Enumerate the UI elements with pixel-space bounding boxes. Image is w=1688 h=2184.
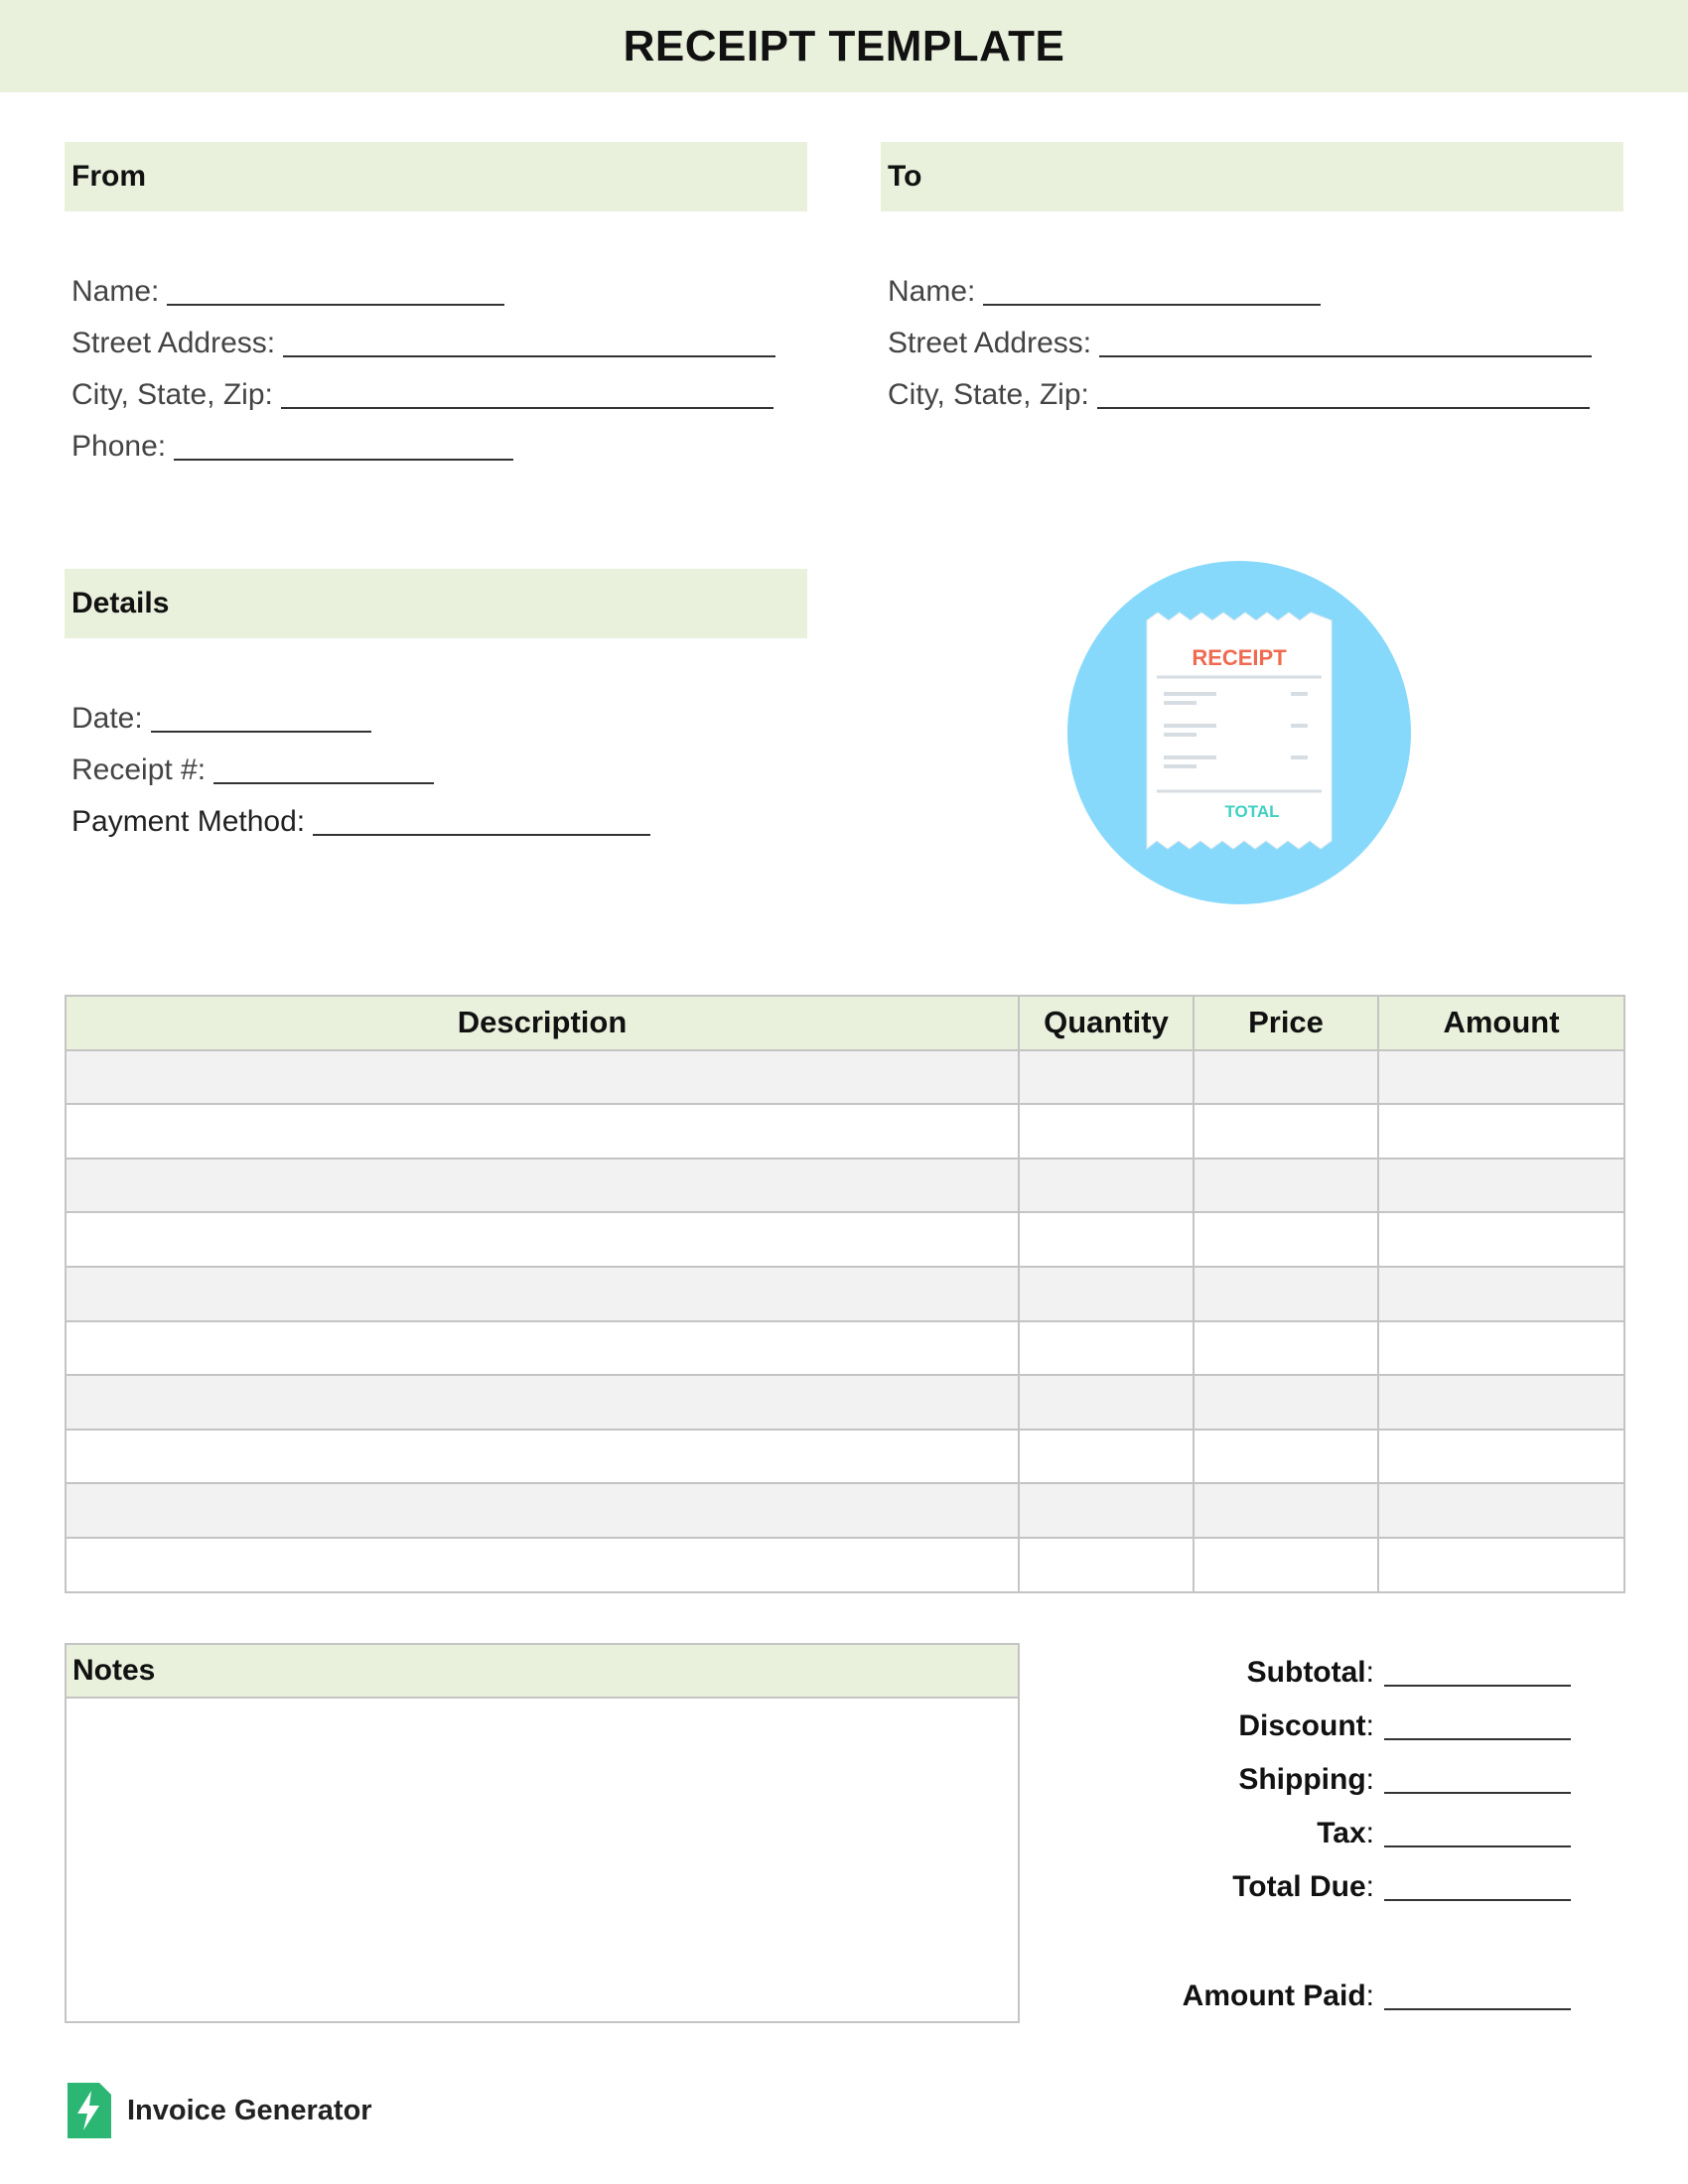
amount-cell[interactable] [1378, 1159, 1624, 1213]
details-header [65, 569, 807, 638]
from-phone-label: Phone: [71, 430, 167, 463]
amount-cell[interactable] [1378, 1375, 1624, 1430]
amount-cell[interactable] [1378, 1104, 1624, 1159]
receipt-number-label: Receipt #: [71, 753, 207, 786]
price-cell[interactable] [1194, 1104, 1378, 1159]
from-name-field[interactable] [71, 260, 775, 312]
tax-line[interactable] [1384, 1814, 1571, 1847]
brand-name: Invoice Generator [127, 2094, 372, 2126]
discount-label: Discount: [1238, 1709, 1374, 1742]
tax-row[interactable] [1317, 1804, 1571, 1853]
table-row [66, 1483, 1624, 1538]
description-cell[interactable] [66, 1212, 1019, 1267]
from-city-field[interactable] [71, 363, 775, 415]
quantity-cell[interactable] [1019, 1538, 1194, 1592]
description-cell[interactable] [66, 1538, 1019, 1592]
description-cell[interactable] [66, 1159, 1019, 1213]
price-cell[interactable] [1194, 1538, 1378, 1592]
details-heading: Details [71, 587, 170, 619]
from-city-label: City, State, Zip: [71, 378, 273, 411]
quantity-cell[interactable] [1019, 1159, 1194, 1213]
from-header [65, 142, 807, 211]
from-name-label: Name: [71, 275, 160, 308]
amount-paid-row[interactable] [1183, 1967, 1571, 2016]
receipt-word: RECEIPT [1192, 645, 1287, 670]
items-body [66, 1050, 1624, 1592]
amount-paid-label: Amount Paid: [1182, 1979, 1374, 2012]
quantity-cell[interactable] [1019, 1321, 1194, 1376]
lightning-bolt-icon [68, 2083, 111, 2138]
price-cell[interactable] [1194, 1050, 1378, 1105]
price-cell[interactable] [1194, 1375, 1378, 1430]
col-description: Description [66, 996, 1019, 1050]
shipping-label: Shipping: [1238, 1763, 1374, 1796]
from-heading: From [71, 160, 146, 193]
brand [68, 2083, 372, 2138]
col-price: Price [1194, 996, 1378, 1050]
to-city-line[interactable] [1097, 375, 1590, 409]
from-phone-line[interactable] [174, 427, 513, 461]
notes-heading: Notes [72, 1654, 156, 1687]
receipt-number-field[interactable] [71, 739, 650, 790]
quantity-cell[interactable] [1019, 1375, 1194, 1430]
details-fields [71, 687, 650, 842]
table-row [66, 1430, 1624, 1484]
discount-row[interactable] [1238, 1697, 1571, 1746]
total-due-label: Total Due: [1232, 1870, 1374, 1903]
to-name-field[interactable] [888, 260, 1592, 312]
table-header-row [66, 996, 1624, 1050]
table-row [66, 1375, 1624, 1430]
table-row [66, 1321, 1624, 1376]
receipt-number-line[interactable] [213, 751, 434, 784]
amount-cell[interactable] [1378, 1430, 1624, 1484]
notes-header [67, 1645, 1018, 1699]
to-fields [888, 260, 1592, 415]
table-row [66, 1159, 1624, 1213]
date-label: Date: [71, 702, 143, 735]
to-city-field[interactable] [888, 363, 1592, 415]
amount-cell[interactable] [1378, 1483, 1624, 1538]
subtotal-label: Subtotal: [1246, 1656, 1374, 1689]
date-line[interactable] [151, 699, 371, 733]
price-cell[interactable] [1194, 1159, 1378, 1213]
total-due-row[interactable] [1232, 1857, 1571, 1907]
subtotal-line[interactable] [1384, 1653, 1571, 1687]
to-header [881, 142, 1623, 211]
page-title: RECEIPT TEMPLATE [623, 21, 1065, 70]
from-fields [71, 260, 775, 467]
amount-cell[interactable] [1378, 1267, 1624, 1321]
to-name-line[interactable] [983, 272, 1321, 306]
quantity-cell[interactable] [1019, 1267, 1194, 1321]
title-bar [0, 0, 1688, 92]
description-cell[interactable] [66, 1375, 1019, 1430]
description-cell[interactable] [66, 1321, 1019, 1376]
quantity-cell[interactable] [1019, 1104, 1194, 1159]
quantity-cell[interactable] [1019, 1430, 1194, 1484]
quantity-cell[interactable] [1019, 1483, 1194, 1538]
notes-box[interactable] [65, 1643, 1020, 2023]
description-cell[interactable] [66, 1483, 1019, 1538]
amount-cell[interactable] [1378, 1212, 1624, 1267]
to-name-label: Name: [888, 275, 976, 308]
description-cell[interactable] [66, 1050, 1019, 1105]
col-quantity: Quantity [1019, 996, 1194, 1050]
quantity-cell[interactable] [1019, 1050, 1194, 1105]
price-cell[interactable] [1194, 1430, 1378, 1484]
price-cell[interactable] [1194, 1483, 1378, 1538]
to-street-label: Street Address: [888, 327, 1092, 359]
to-heading: To [888, 160, 922, 193]
total-word: TOTAL [1224, 802, 1280, 821]
subtotal-row[interactable] [1247, 1643, 1571, 1693]
price-cell[interactable] [1194, 1267, 1378, 1321]
amount-cell[interactable] [1378, 1321, 1624, 1376]
to-city-label: City, State, Zip: [888, 378, 1089, 411]
col-amount: Amount [1378, 996, 1624, 1050]
items-table [65, 995, 1625, 1593]
to-street-line[interactable] [1099, 324, 1592, 357]
quantity-cell[interactable] [1019, 1212, 1194, 1267]
from-street-line[interactable] [283, 324, 775, 357]
table-row [66, 1104, 1624, 1159]
discount-line[interactable] [1384, 1706, 1571, 1740]
from-city-line[interactable] [281, 375, 774, 409]
from-phone-field[interactable] [71, 415, 775, 467]
to-street-field[interactable] [888, 312, 1592, 363]
from-street-label: Street Address: [71, 327, 276, 359]
tax-label: Tax: [1317, 1817, 1374, 1849]
price-cell[interactable] [1194, 1212, 1378, 1267]
amount-paid-line[interactable] [1384, 1977, 1571, 2010]
payment-method-line[interactable] [313, 802, 650, 836]
description-cell[interactable] [66, 1267, 1019, 1321]
payment-method-label: Payment Method: [71, 805, 306, 838]
amount-cell[interactable] [1378, 1050, 1624, 1105]
from-street-field[interactable] [71, 312, 775, 363]
amount-cell[interactable] [1378, 1538, 1624, 1592]
payment-method-field[interactable] [71, 790, 650, 842]
shipping-row[interactable] [1238, 1750, 1571, 1800]
receipt-icon [1067, 561, 1411, 904]
price-cell[interactable] [1194, 1321, 1378, 1376]
shipping-line[interactable] [1384, 1760, 1571, 1794]
table-row [66, 1267, 1624, 1321]
table-row [66, 1212, 1624, 1267]
total-due-line[interactable] [1384, 1867, 1571, 1901]
description-cell[interactable] [66, 1104, 1019, 1159]
table-row [66, 1538, 1624, 1592]
from-name-line[interactable] [167, 272, 504, 306]
description-cell[interactable] [66, 1430, 1019, 1484]
date-field[interactable] [71, 687, 650, 739]
table-row [66, 1050, 1624, 1105]
